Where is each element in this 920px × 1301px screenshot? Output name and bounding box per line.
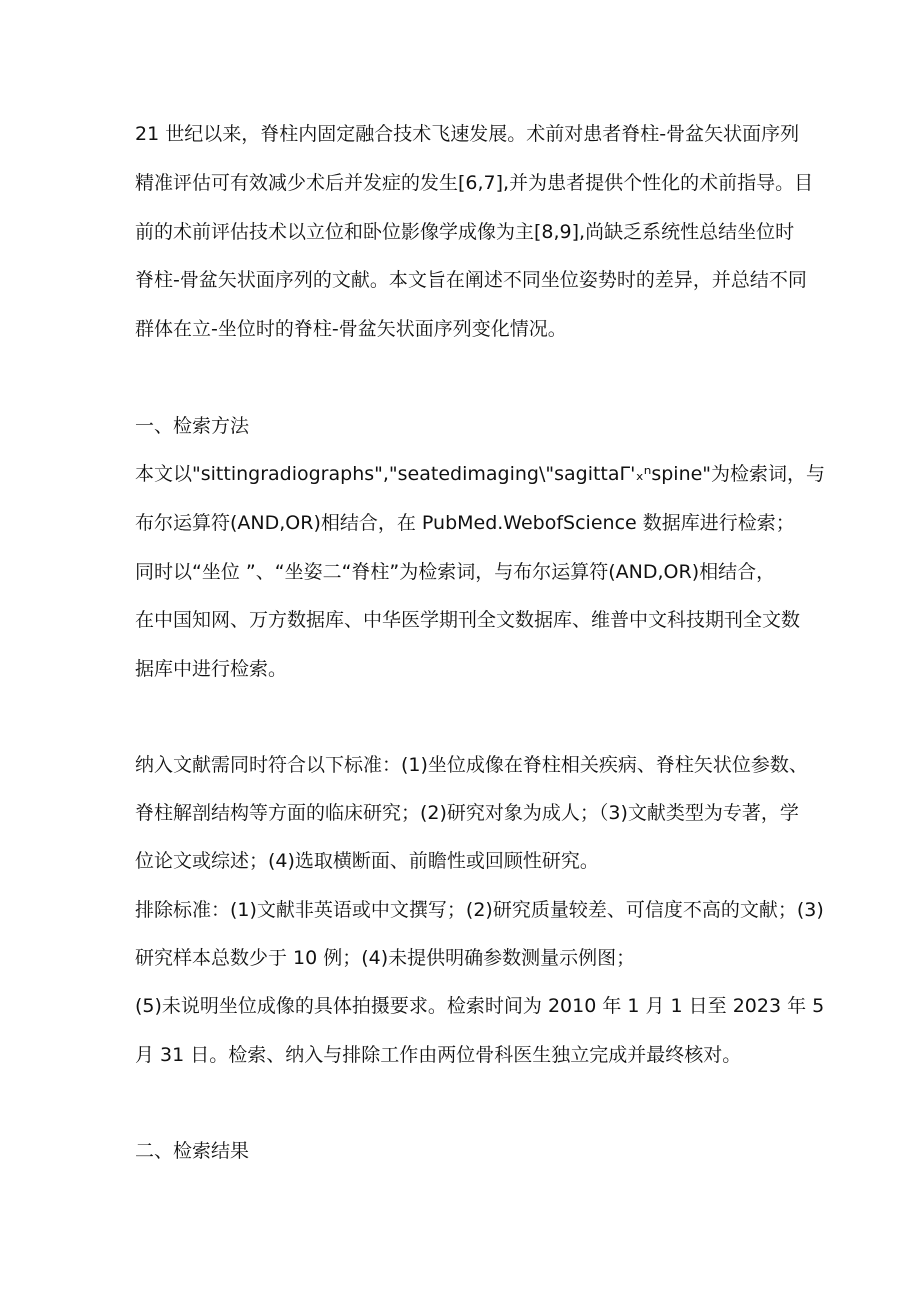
section-heading-search-results: 二、检索结果 xyxy=(135,1140,250,1162)
intro-line-4: 脊柱-骨盆矢状面序列的文献。本文旨在阐述不同坐位姿势时的差异，并总结不同 xyxy=(135,269,807,291)
criteria-line-2: 脊柱解剖结构等方面的临床研究；(2)研究对象为成人；（3)文献类型为专著，学 xyxy=(135,802,799,824)
criteria-line-4: 排除标准：(1)文献非英语或中文撰写；(2)研究质量较差、可信度不高的文献；(3) xyxy=(135,899,824,921)
criteria-line-5: 研究样本总数少于 10 例；(4)未提供明确参数测量示例图； xyxy=(135,947,636,969)
criteria-line-6: (5)未说明坐位成像的具体拍摄要求。检索时间为 2010 年 1 月 1 日至 2023 年 5 xyxy=(135,995,825,1017)
criteria-line-1: 纳入文献需同时符合以下标准：(1)坐位成像在脊柱相关疾病、脊柱矢状位参数、 xyxy=(135,754,808,776)
criteria-line-7: 月 31 日。检索、纳入与排除工作由两位骨科医生独立完成并最终核对。 xyxy=(135,1044,742,1066)
section-heading-search-method: 一、检索方法 xyxy=(135,415,250,437)
search-method-line-3: 同时以“坐位 ”、“坐姿二“脊柱”为检索词，与布尔运算符(AND,OR)相结合， xyxy=(135,561,776,583)
intro-line-1: 21 世纪以来，脊柱内固定融合技术飞速发展。术前对患者脊柱-骨盆矢状面序列 xyxy=(135,123,800,145)
search-method-line-5: 据库中进行检索。 xyxy=(135,658,288,680)
intro-line-2: 精准评估可有效减少术后并发症的发生[6,7],并为患者提供个性化的术前指导。目 xyxy=(135,172,814,194)
intro-line-5: 群体在立-坐位时的脊柱-骨盆矢状面序列变化情况。 xyxy=(135,318,567,340)
search-method-line-1: 本文以"sittingradiographs","seatedimaging\"sagittaΓ'ₓⁿspine"为检索词，与 xyxy=(135,463,826,485)
search-method-line-4: 在中国知网、万方数据库、中华医学期刊全文数据库、维普中文科技期刊全文数 xyxy=(135,609,801,631)
intro-line-3: 前的术前评估技术以立位和卧位影像学成像为主[8,9],尚缺乏系统性总结坐位时 xyxy=(135,221,795,243)
criteria-line-3: 位论文或综述；(4)选取横断面、前瞻性或回顾性研究。 xyxy=(135,850,599,872)
search-method-line-2: 布尔运算符(AND,OR)相结合，在 PubMed.WebofScience 数据库进行检索； xyxy=(135,512,795,534)
